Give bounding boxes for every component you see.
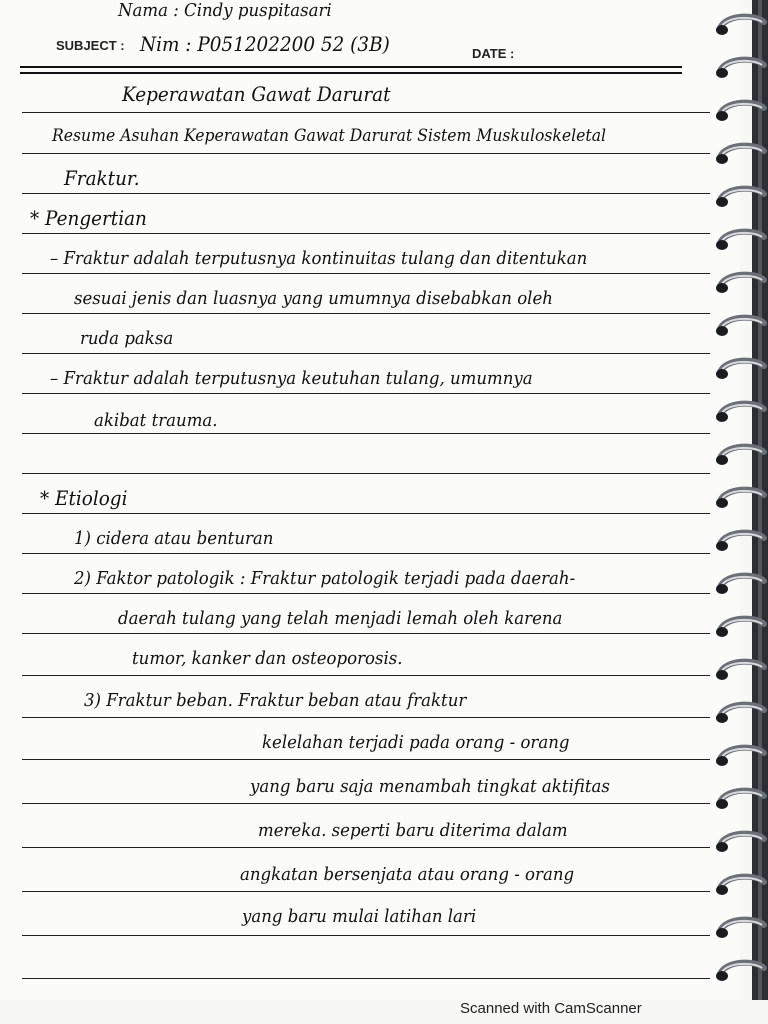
note-line: ruda paksa (80, 328, 174, 349)
binding-hole (716, 455, 728, 465)
note-line: sesuai jenis dan luasnya yang umumnya disebabkan oleh (74, 288, 553, 309)
ruled-line (22, 633, 710, 634)
notes-topic: Fraktur. (64, 166, 140, 190)
ruled-line (22, 433, 710, 434)
binding-hole (716, 498, 728, 508)
subject-label: SUBJECT : (56, 38, 125, 53)
binding-hole (716, 584, 728, 594)
spiral-binding-icon (712, 0, 768, 1000)
binding-hole (716, 756, 728, 766)
note-line: – Fraktur adalah terputusnya kontinuitas tulang dan ditentukan (50, 248, 588, 269)
header-rule-2 (20, 72, 682, 74)
ruled-line (22, 717, 710, 718)
binding-hole (716, 326, 728, 336)
binding-hole (716, 369, 728, 379)
ruled-line (22, 978, 710, 979)
ruled-line (22, 847, 710, 848)
note-line: akibat trauma. (94, 410, 218, 431)
ruled-line (22, 513, 710, 514)
nim-value: Nim : P051202200 52 (3B) (140, 32, 390, 56)
ruled-line (22, 313, 710, 314)
ruled-line (22, 675, 710, 676)
ruled-line (22, 759, 710, 760)
header-rule (20, 66, 682, 68)
binding-hole (716, 25, 728, 35)
heading-pengertian: * Pengertian (30, 206, 147, 230)
note-line: 3) Fraktur beban. Fraktur beban atau fraktur (84, 690, 467, 711)
binding-hole (716, 240, 728, 250)
binding-hole (716, 111, 728, 121)
note-line: daerah tulang yang telah menjadi lemah oleh karena (118, 608, 563, 629)
ruled-line (22, 593, 710, 594)
ruled-line (22, 273, 710, 274)
heading-etiologi: * Etiologi (40, 486, 128, 510)
binding-hole (716, 627, 728, 637)
ruled-line (22, 473, 710, 474)
notes-subtitle: Resume Asuhan Keperawatan Gawat Darurat Sistem Muskuloskeletal (52, 126, 607, 146)
scanner-watermark: Scanned with CamScanner (460, 1000, 642, 1017)
note-line: 2) Faktor patologik : Fraktur patologik terjadi pada daerah- (74, 568, 576, 589)
notes-title: Keperawatan Gawat Darurat (122, 82, 391, 106)
ruled-line (22, 153, 710, 154)
note-line: – Fraktur adalah terputusnya keutuhan tulang, umumnya (50, 368, 533, 389)
binding-hole (716, 713, 728, 723)
ruled-line (22, 803, 710, 804)
binding-hole (716, 154, 728, 164)
ruled-line (22, 891, 710, 892)
binding-hole (716, 541, 728, 551)
ruled-line (22, 193, 710, 194)
binding-hole (716, 197, 728, 207)
ruled-line (22, 353, 710, 354)
binding-hole (716, 928, 728, 938)
ruled-line (22, 393, 710, 394)
binding-hole (716, 971, 728, 981)
ruled-line (22, 112, 710, 113)
binding-hole (716, 412, 728, 422)
note-line: 1) cidera atau benturan (74, 528, 274, 549)
ruled-line (22, 233, 710, 234)
binding-hole (716, 799, 728, 809)
binding-hole (716, 885, 728, 895)
binding-hole (716, 670, 728, 680)
name-line: Nama : Cindy puspitasari (118, 0, 332, 21)
note-line: yang baru mulai latihan lari (242, 906, 477, 927)
ruled-line (22, 553, 710, 554)
note-line: mereka. seperti baru diterima dalam (258, 820, 568, 841)
note-line: angkatan bersenjata atau orang - orang (240, 864, 575, 885)
note-line: tumor, kanker dan osteoporosis. (132, 648, 403, 669)
ruled-line (22, 935, 710, 936)
note-line: yang baru saja menambah tingkat aktifitas (250, 776, 610, 797)
date-label: DATE : (472, 46, 515, 61)
binding-hole (716, 283, 728, 293)
binding-hole (716, 68, 728, 78)
binding-hole (716, 842, 728, 852)
note-line: kelelahan terjadi pada orang - orang (262, 732, 570, 753)
